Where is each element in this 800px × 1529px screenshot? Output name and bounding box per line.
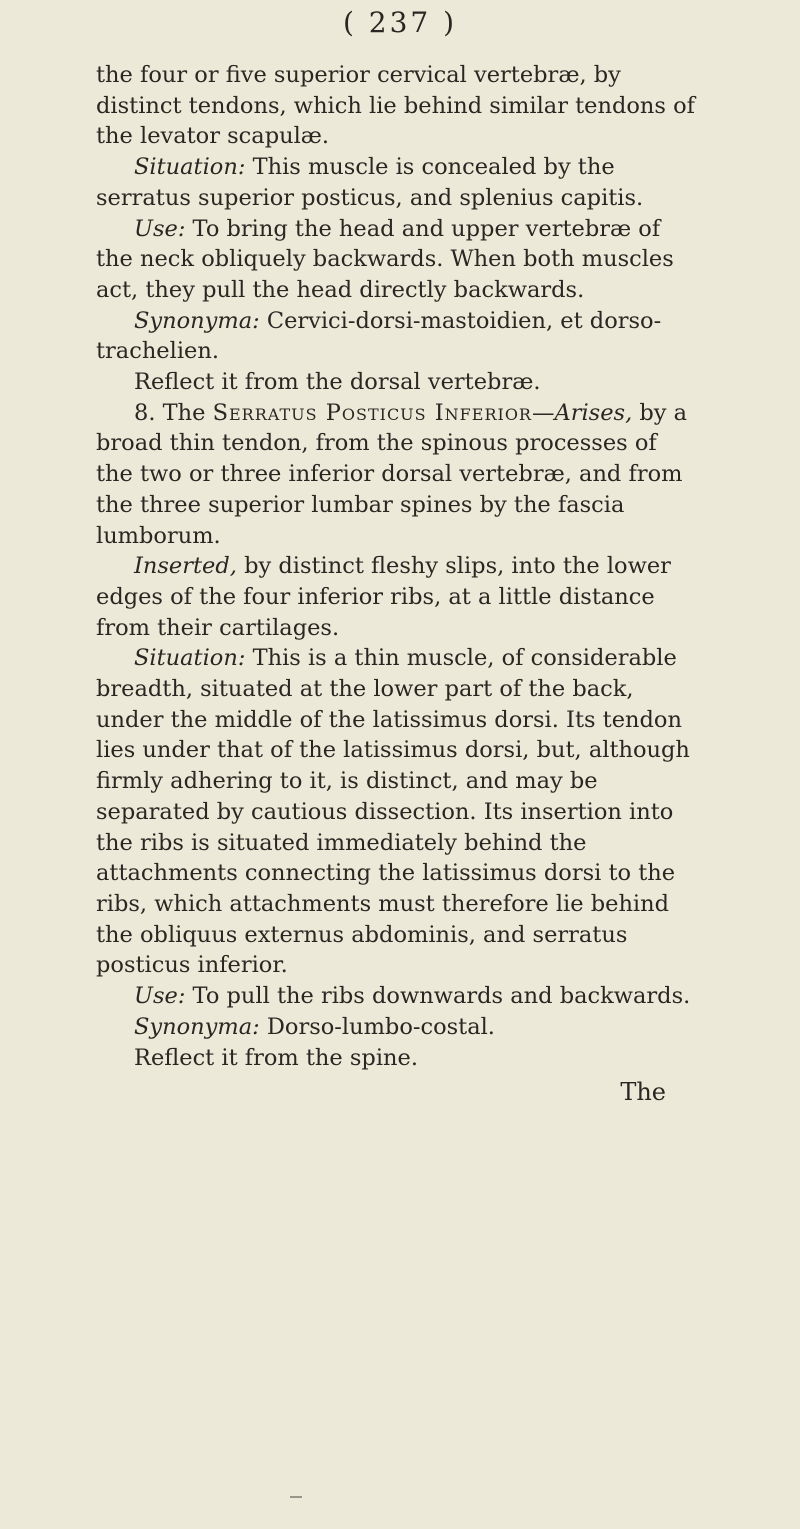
use-label: Use: <box>134 215 186 242</box>
use-text-2: To pull the ribs downwards and backwards. <box>185 983 691 1010</box>
paragraph-situation-2 <box>96 643 696 981</box>
inserted-text: by distinct fleshy slips, into the lower edges of the four inferior ribs, at a little distance from their cartilages. <box>96 553 671 641</box>
muscle-number: 8. The <box>134 399 213 426</box>
situation-text: This muscle is concealed by the serratus superior posticus, and splenius capitis. <box>96 154 644 211</box>
muscle-dash: — <box>531 399 555 426</box>
synonyma-label: Synonyma: <box>134 307 260 334</box>
paragraph-situation <box>96 152 696 213</box>
page-number: ( 237 ) <box>342 6 458 39</box>
paragraph-synonyma-2 <box>96 1012 696 1043</box>
paragraph-use <box>96 214 696 306</box>
paragraph-reflect: Reflect it from the dorsal vertebræ. <box>134 369 541 396</box>
synonyma-label-2: Synonyma: <box>134 1013 260 1040</box>
synonyma-text-2: Dorso-lumbo-costal. <box>259 1013 495 1040</box>
paragraph-muscle-heading <box>96 398 696 552</box>
situation-label: Situation: <box>134 154 246 181</box>
use-text: To bring the head and upper vertebræ of the neck obliquely backwards. When both muscles act, they pull the head directly backwards. <box>96 215 674 303</box>
catchword: The <box>620 1078 666 1107</box>
inserted-label: Inserted, <box>134 553 237 580</box>
synonyma-text: Cervici-dorsi-mastoidien, et dorso-trachelien. <box>96 307 662 365</box>
use-label-2: Use: <box>134 983 186 1010</box>
paragraph-inserted <box>96 551 696 643</box>
situation-text-2: This is a thin muscle, of considerable breadth, situated at the lower part of the back, under the middle of the latissimus dorsi. Its tendon lies under that of the latissimus dorsi, but, although firmly adhering to it, is distinct, and may be separated by cautious dissection. Its insertion into the ribs is situated immediately behind the attachments connecting the latissimus dorsi to the ribs, which attachments must therefore lie behind the obliquus externus abdominis, and serratus posticus inferior. <box>96 645 690 979</box>
paragraph-synonyma <box>96 306 696 367</box>
paragraph-use-2 <box>96 981 696 1012</box>
arises-label: Arises, <box>554 399 633 426</box>
paragraph-tendons: the four or five superior cervical vertebræ, by distinct tendons, which lie behind similar tendons of the levator scapulæ. <box>96 62 695 150</box>
page-text <box>96 60 696 1108</box>
bottom-mark <box>290 1496 302 1498</box>
paragraph-reflect-2: Reflect it from the spine. <box>134 1044 418 1071</box>
muscle-name: Serratus Posticus Inferior <box>212 399 532 426</box>
situation-label-2: Situation: <box>134 645 246 672</box>
arises-text: by a broad thin tendon, from the spinous processes of the two or three inferior dorsal vertebræ, and from the three superior lumbar spines by the fascia lumborum. <box>96 399 688 549</box>
